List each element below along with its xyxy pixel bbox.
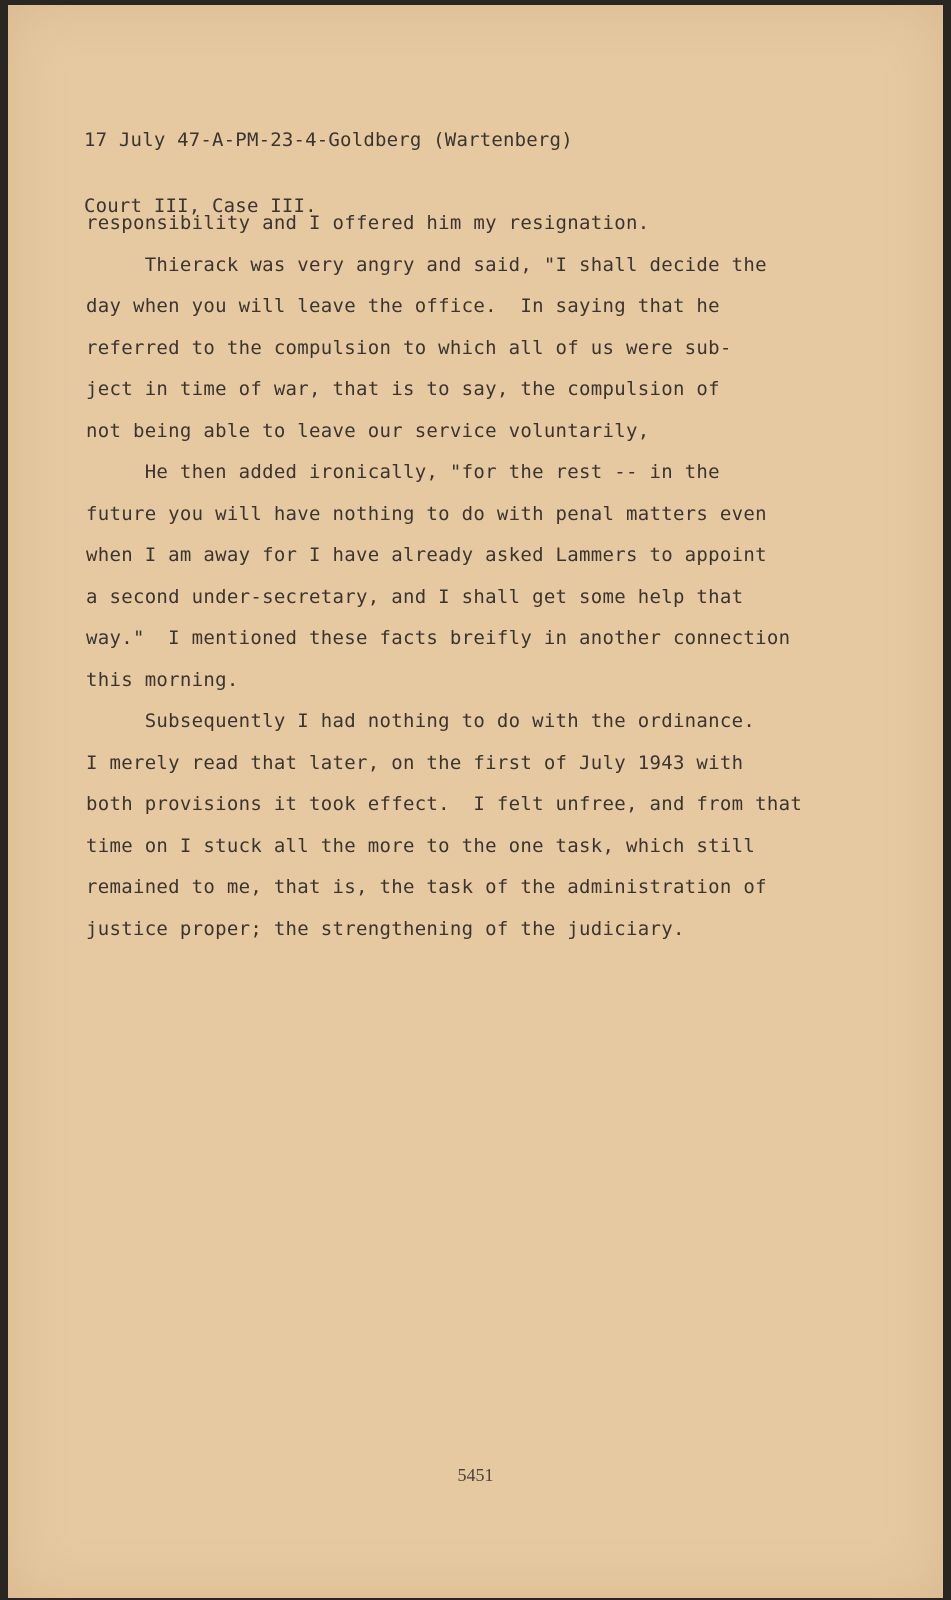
header-line-1: 17 July 47-A-PM-23-4-Goldberg (Wartenberg) [84,129,573,151]
body-line: responsibility and I offered him my resignation. [86,212,650,234]
body-line: not being able to leave our service voluntarily, [86,419,650,442]
header-line-2: Court III, Case III. [84,195,317,217]
body-line: day when you will leave the office. In saying that he [86,295,720,317]
document-page [8,5,943,1598]
document-body [86,203,876,950]
body-line: a second under-secretary, and I shall get some help that [86,585,744,608]
body-line: future you will have nothing to do with penal matters even [86,502,767,525]
body-line: ject in time of war, that is to say, the compulsion of [86,378,720,400]
body-line: Subsequently I had nothing to do with the ordinance. [86,710,756,732]
body-line: He then added ironically, "for the rest -- in the [86,461,720,483]
body-line: both provisions it took effect. I felt unfree, and from that [86,793,803,815]
body-line: when I am away for I have already asked Lammers to appoint [86,544,767,566]
page-number: 5451 [457,1465,494,1485]
body-line: Thierack was very angry and said, "I shall decide the [86,253,767,276]
body-line: justice proper; the strengthening of the judiciary. [86,917,685,940]
body-line: way." I mentioned these facts breifly in another connection [86,627,791,649]
body-line: time on I stuck all the more to the one task, which still [86,834,756,857]
body-line: referred to the compulsion to which all of us were sub- [86,336,732,359]
body-line: this morning. [86,668,239,691]
body-line: I merely read that later, on the first of July 1943 with [86,751,744,774]
body-line: remained to me, that is, the task of the administration of [86,876,767,898]
